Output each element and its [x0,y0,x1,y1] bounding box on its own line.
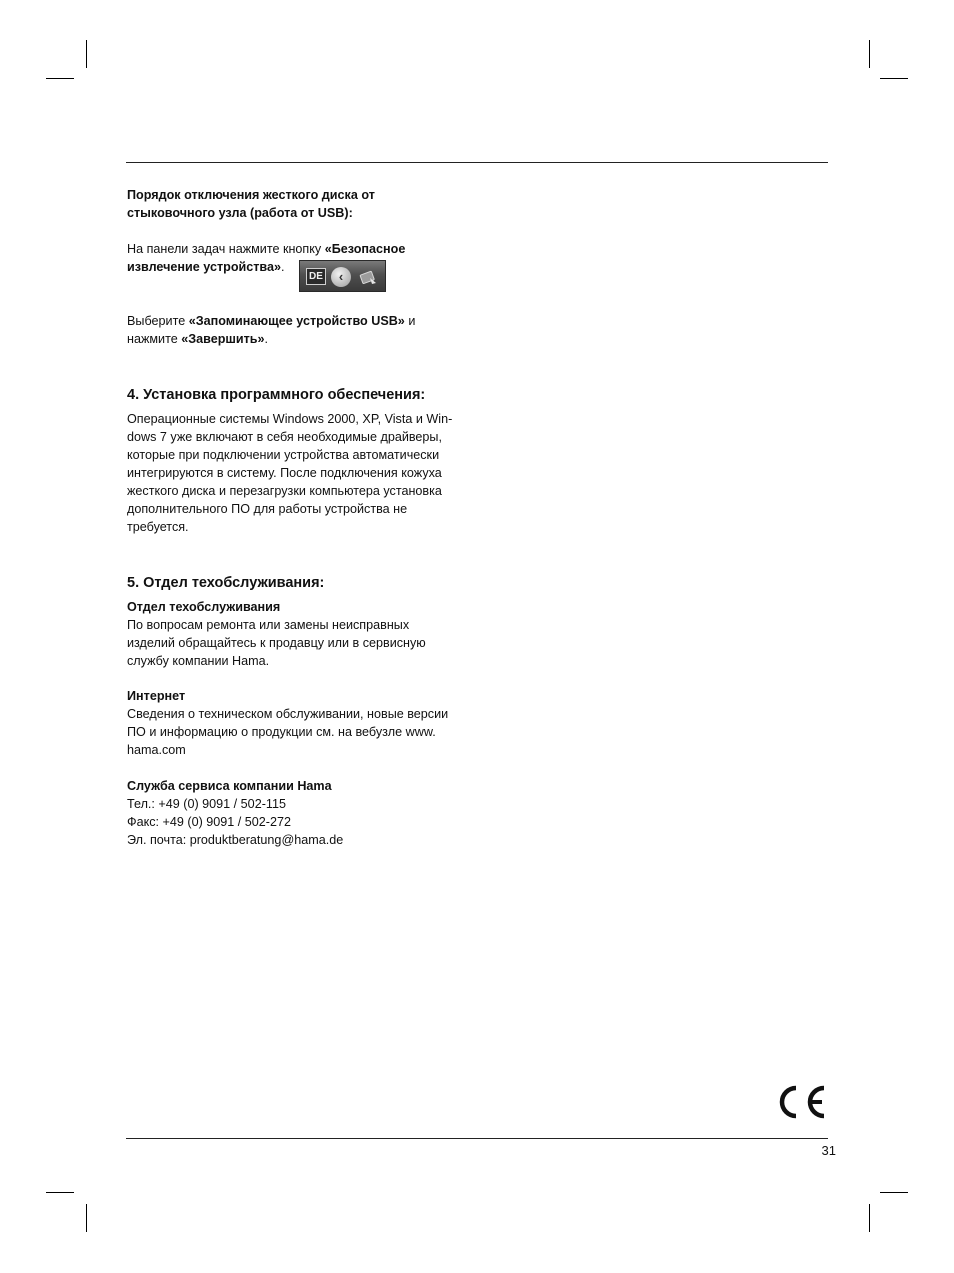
crop-mark [869,1204,870,1232]
crop-mark [869,40,870,68]
service-block [127,598,472,670]
select-instruction [127,312,472,348]
page-number: 31 [821,1143,836,1158]
internet-subtitle: Интернет [127,689,186,703]
internet-line: Сведения о техническом обслуживании, новые версии [127,707,449,721]
internet-line: hama.com [127,743,186,757]
crop-mark [46,1192,74,1193]
service-line: службу компании Hama. [127,654,270,668]
service-line: изделий обращайтесь к продавцу или в сервисную [127,636,426,650]
header-rule [126,162,828,163]
software-heading: 4. Установка программного обеспечения: [127,387,426,403]
ce-mark-icon [778,1084,828,1120]
safely-remove-hardware-tray [299,260,386,292]
safe-remove-label: «Безопасное [324,242,406,256]
select-text-end: и [404,314,416,328]
hama-service-block [127,777,472,849]
finish-label: «Завершить» [181,332,265,346]
service-subtitle: Отдел техобслуживания [127,600,281,614]
software-line: требуется. [127,520,189,534]
select-line-1 [127,312,472,330]
phone-line: Тел.: +49 (0) 9091 / 502-115 [127,797,286,811]
safe-remove-label-2: извлечение устройства» [127,260,282,274]
software-line: которые при подключении устройства автоматически [127,448,440,462]
service-section [127,573,472,849]
crop-mark [86,40,87,68]
hama-service-subtitle: Служба сервиса компании Hama [127,779,332,793]
internet-line: ПО и информацию о продукции см. на вебузле www. [127,725,436,739]
show-hidden-icons-icon: ‹ [331,267,351,287]
service-line: По вопросам ремонта или замены неисправных [127,618,410,632]
language-indicator-icon: DE [306,268,326,285]
usb-title-line-2: стыковочного узла (работа от USB): [127,206,353,220]
taskbar-text-end: . [281,260,285,274]
software-line: Операционные системы Windows 2000, XP, Vista и Win- [127,412,453,426]
usb-title-line-1: Порядок отключения жесткого диска от [127,188,375,202]
crop-mark [880,78,908,79]
software-body [127,410,472,536]
software-line: dows 7 уже включают в себя необходимые драйверы, [127,430,442,444]
service-heading: 5. Отдел техобслуживания: [127,575,325,591]
software-line: жесткого диска и перезагрузки компьютера установка [127,484,442,498]
taskbar-line-1 [127,240,472,258]
software-section [127,385,472,536]
usb-removal-section [127,186,472,222]
select-text: Выберите [127,314,189,328]
fax-line: Факс: +49 (0) 9091 / 502-272 [127,815,292,829]
usb-storage-label: «Запоминающее устройство USB» [188,314,405,328]
press-text-end: . [264,332,269,346]
press-text: нажмите [127,332,182,346]
crop-mark [86,1204,87,1232]
footer-rule [126,1138,828,1139]
email-line: Эл. почта: produktberatung@hama.de [127,833,344,847]
usb-eject-icon [357,268,379,286]
taskbar-text: На панели задач нажмите кнопку [127,242,325,256]
software-line: интегрируются в систему. После подключения кожуха [127,466,442,480]
software-line: дополнительного ПО для работы устройства не [127,502,408,516]
crop-mark [880,1192,908,1193]
select-line-2 [127,330,472,348]
crop-mark [46,78,74,79]
internet-block [127,687,472,759]
